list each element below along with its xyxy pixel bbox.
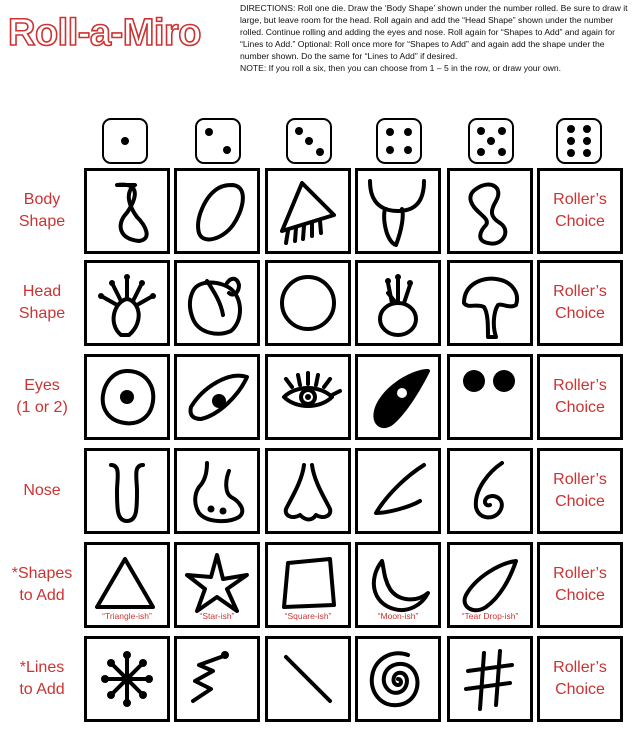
option-cell xyxy=(355,542,441,628)
rollers-choice-line: Choice xyxy=(555,399,605,416)
option-cell xyxy=(174,168,260,254)
row-label xyxy=(0,189,84,233)
rollers-choice-cell xyxy=(537,542,623,628)
option-cell xyxy=(84,542,170,628)
rollers-choice-line: Roller’s xyxy=(553,377,607,394)
option-cell xyxy=(355,636,441,722)
row-label-line: *Lines xyxy=(19,659,65,676)
row-label-line: to Add xyxy=(19,681,65,698)
die-pip xyxy=(386,128,394,136)
die-face-six-icon xyxy=(556,118,602,164)
option-cell xyxy=(355,354,441,440)
rollers-choice-cell xyxy=(537,636,623,722)
option-cell xyxy=(84,168,170,254)
rollers-choice-label xyxy=(540,657,620,701)
rollers-choice-line: Roller’s xyxy=(553,191,607,208)
rollers-choice-cell xyxy=(537,354,623,440)
directions-note: NOTE: If you roll a six, then you can choose from 1 – 5 in the row, or draw your own. xyxy=(240,63,561,73)
option-cell xyxy=(447,260,533,346)
row-label xyxy=(0,657,84,701)
option-cell xyxy=(447,636,533,722)
option-cell xyxy=(174,448,260,534)
option-cell xyxy=(265,448,351,534)
option-cell xyxy=(355,260,441,346)
row-label xyxy=(0,281,84,325)
die-pip xyxy=(567,137,575,145)
die-pip xyxy=(205,128,213,136)
option-cell xyxy=(265,636,351,722)
rollers-choice-line: Roller’s xyxy=(553,283,607,300)
die-pip xyxy=(498,148,506,156)
row-label-line: Shape xyxy=(18,305,66,322)
rollers-choice-label xyxy=(540,563,620,607)
rollers-choice-line: Choice xyxy=(555,305,605,322)
option-cell xyxy=(265,354,351,440)
rollers-choice-line: Choice xyxy=(555,681,605,698)
die-face-one-icon xyxy=(102,118,148,164)
option-cell xyxy=(355,448,441,534)
shape-caption: “Square-ish” xyxy=(284,611,332,621)
option-cell xyxy=(265,260,351,346)
die-face-two-icon xyxy=(195,118,241,164)
rollers-choice-line: Roller’s xyxy=(553,471,607,488)
option-cell xyxy=(265,168,351,254)
option-cell xyxy=(174,354,260,440)
rollers-choice-cell xyxy=(537,448,623,534)
rollers-choice-label xyxy=(540,189,620,233)
row-label-line: (1 or 2) xyxy=(16,399,68,416)
die-pip xyxy=(477,127,485,135)
option-cell xyxy=(447,542,533,628)
die-pip xyxy=(386,146,394,154)
row-label xyxy=(0,375,84,419)
row-label-line: to Add xyxy=(19,587,65,604)
option-cell xyxy=(355,168,441,254)
option-cell xyxy=(265,542,351,628)
die-pip xyxy=(487,137,495,145)
die-pip xyxy=(305,137,313,145)
page-title: Roll-a-Miro xyxy=(8,12,201,54)
row-label-line: Shape xyxy=(18,213,66,230)
rollers-choice-label xyxy=(540,375,620,419)
die-pip xyxy=(477,148,485,156)
die-pip xyxy=(404,128,412,136)
row-label-line: Head xyxy=(22,283,62,300)
option-cell xyxy=(84,448,170,534)
shape-caption: “Triangle-ish” xyxy=(102,611,152,621)
rollers-choice-line: Choice xyxy=(555,587,605,604)
die-face-five-icon xyxy=(468,118,514,164)
rollers-choice-line: Roller’s xyxy=(553,659,607,676)
option-cell xyxy=(447,448,533,534)
option-cell xyxy=(174,636,260,722)
shape-caption: “Moon-ish” xyxy=(377,611,419,621)
die-pip xyxy=(583,125,591,133)
row-label-line: Body xyxy=(23,191,61,208)
die-pip xyxy=(583,149,591,157)
shape-caption: “Tear Drop-ish” xyxy=(461,611,519,621)
option-cell xyxy=(174,542,260,628)
die-pip xyxy=(404,146,412,154)
option-cell xyxy=(174,260,260,346)
row-label xyxy=(0,480,84,502)
rollers-choice-line: Choice xyxy=(555,493,605,510)
rollers-choice-line: Choice xyxy=(555,213,605,230)
rollers-choice-label xyxy=(540,469,620,513)
die-pip xyxy=(567,149,575,157)
option-cell xyxy=(447,168,533,254)
rollers-choice-label xyxy=(540,281,620,325)
option-cell xyxy=(447,354,533,440)
die-pip xyxy=(316,148,324,156)
shape-caption: “Star-ish” xyxy=(199,611,235,621)
rollers-choice-line: Roller’s xyxy=(553,565,607,582)
directions-text xyxy=(240,2,633,74)
die-pip xyxy=(498,127,506,135)
die-pip xyxy=(567,125,575,133)
option-cell xyxy=(84,260,170,346)
rollers-choice-cell xyxy=(537,260,623,346)
row-label-line: *Shapes xyxy=(11,565,73,582)
die-face-three-icon xyxy=(286,118,332,164)
option-cell xyxy=(84,636,170,722)
die-pip xyxy=(295,127,303,135)
die-pip xyxy=(583,137,591,145)
rollers-choice-cell xyxy=(537,168,623,254)
row-label-line: Nose xyxy=(23,482,61,499)
row-label xyxy=(0,563,84,607)
die-pip xyxy=(223,146,231,154)
die-face-four-icon xyxy=(376,118,422,164)
option-cell xyxy=(84,354,170,440)
die-pip xyxy=(121,137,129,145)
row-label-line: Eyes xyxy=(24,377,60,394)
directions-paragraph: DIRECTIONS: Roll one die. Draw the ‘Body Shape’ shown under the number rolled. Be sure to draw it large, but leave room for the head. Roll again and add the “Head Shape” shown under the number rolled. Continue rolling and adding the eyes and nose. Roll again for “Shapes to Add” and again for “Lines to Add.” Optional: Roll once more for “Shapes to Add” and again add the shape under the number shown. Do the same for “Lines to Add” if desired. xyxy=(240,3,628,61)
